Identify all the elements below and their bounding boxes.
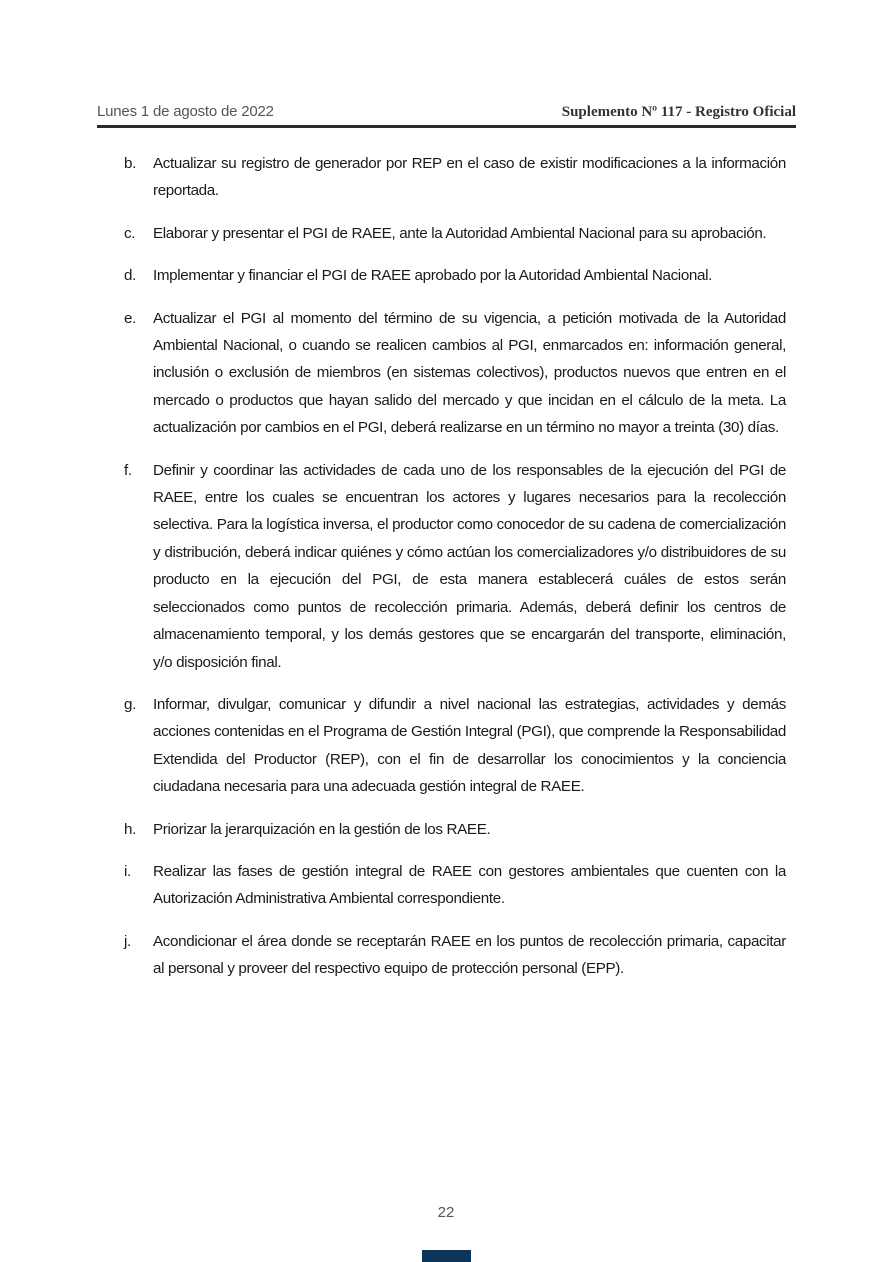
- page-header: [97, 103, 796, 125]
- header-rule: [97, 125, 796, 128]
- item-marker: h.: [124, 820, 136, 838]
- item-marker: j.: [124, 932, 131, 950]
- item-marker: i.: [124, 862, 131, 880]
- list-item-j: [124, 928, 786, 983]
- item-marker: b.: [124, 155, 136, 172]
- list-item-e: [124, 305, 786, 442]
- list-item-b: [124, 150, 786, 205]
- item-marker: c.: [124, 224, 136, 242]
- list-item-h: [124, 816, 786, 843]
- item-marker: d.: [124, 267, 136, 285]
- item-text: Implementar y financiar el PGI de RAEE aprobado por la Autoridad Ambiental Nacional.: [153, 267, 713, 285]
- header-date: Lunes 1 de agosto de 2022: [97, 103, 274, 120]
- item-text: Actualizar el PGI al momento del término de su vigencia, a petición motivada de la Autoridad Ambiental Nacional, o cuando se realicen cambios al PGI, enmarcados en: información general, inclusión o exclusión de miembros (en sistemas colectivos), productos nuevos que entren en el mercado o productos que hayan salido del mercado y que incidan en el cálculo de la meta. La actualización por cambios en el PGI, deberá realizarse en un término no mayor a treinta (30) días.: [153, 309, 786, 437]
- list-item-g: [124, 691, 786, 801]
- list-item-c: [124, 220, 786, 247]
- item-text: Definir y coordinar las actividades de cada uno de los responsables de la ejecución del PGI de RAEE, entre los cuales se encuentran los actores y lugares necesarios para la recolección selectiva. Para la logística inversa, el productor como conocedor de su cadena de comercialización y distribución, deberá indicar quiénes y cómo actúan los comercializadores y/o distribuidores de su producto en la ejecución del PGI, de esta manera establecerá cuáles de estos serán seleccionados como puntos de recolección primaria. Además, deberá definir los centros de almacenamiento temporal, y los demás gestores que se encargarán del transporte, eliminación, y/o disposición final.: [153, 461, 786, 671]
- item-marker: g.: [124, 695, 136, 713]
- list-item-f: [124, 457, 786, 676]
- item-text: Acondicionar el área donde se receptarán RAEE en los puntos de recolección primaria, capacitar al personal y proveer del respectivo equipo de protección personal (EPP).: [153, 932, 786, 978]
- list-item-i: [124, 858, 786, 913]
- list-item-d: [124, 262, 786, 289]
- item-marker: e.: [124, 309, 136, 327]
- page-number: 22: [437, 1204, 455, 1221]
- item-text: Realizar las fases de gestión integral de RAEE con gestores ambientales que cuenten con la Autorización Administrativa Ambiental correspondiente.: [153, 862, 786, 908]
- item-marker: f.: [124, 461, 132, 479]
- footer-accent-bar: [422, 1250, 471, 1262]
- item-text: Priorizar la jerarquización en la gestión de los RAEE.: [153, 820, 491, 838]
- header-publication: Suplemento Nº 117 - Registro Oficial: [561, 104, 796, 120]
- obligations-list: [124, 150, 786, 998]
- item-text: Elaborar y presentar el PGI de RAEE, ante la Autoridad Ambiental Nacional para su aprobación.: [153, 224, 767, 242]
- item-text: Actualizar su registro de generador por REP en el caso de existir modificaciones a la información reportada.: [153, 155, 786, 200]
- item-text: Informar, divulgar, comunicar y difundir a nivel nacional las estrategias, actividades y demás acciones contenidas en el Programa de Gestión Integral (PGI), que comprende la Responsabilidad Extendida del Productor (REP), con el fin de desarrollar los conocimientos y la conciencia ciudadana necesaria para una adecuada gestión integral de RAEE.: [153, 695, 786, 796]
